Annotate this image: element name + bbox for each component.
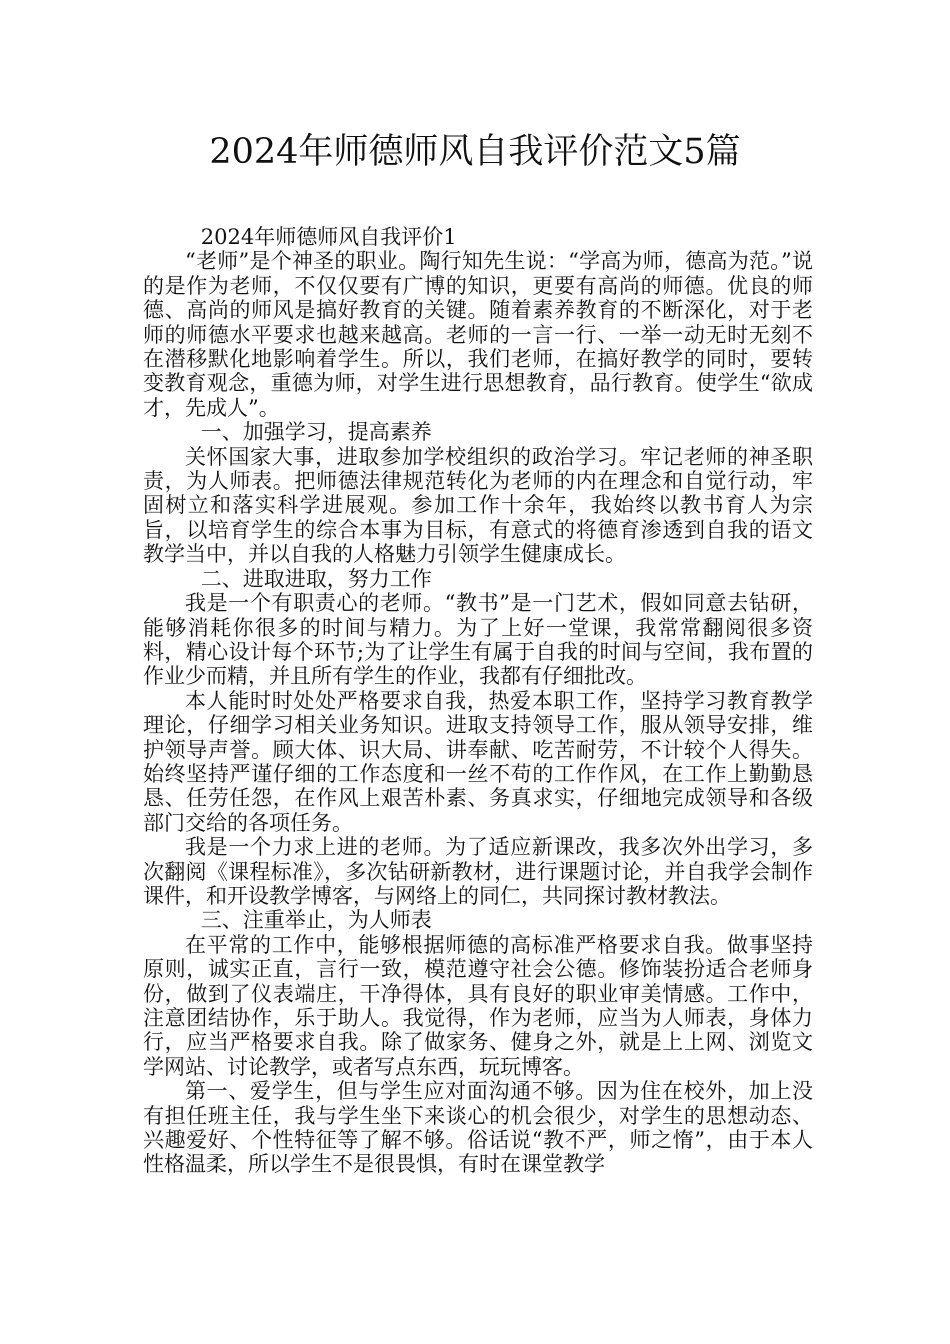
section-heading: 三、注重举止，为人师表: [200, 908, 432, 933]
paragraph: 我是一个力求上进的老师。为了适应新课改，我多次外出学习，多次翻阅《课程标准》，多次钻研新教材，进行课题讨论，并自我学会制作课件，和开设教学博客，与网络上的同仁，共同探讨教材教法。: [143, 835, 813, 908]
document-body: [143, 225, 813, 1177]
section-heading: 一、加强学习，提高素养: [200, 420, 432, 445]
document-title: 2024年师德师风自我评价范文5篇: [209, 132, 741, 172]
paragraph: 我是一个有职责心的老师。“教书”是一门艺术，假如同意去钻研，能够消耗你很多的时间与精力。为了上好一堂课，我常常翻阅很多资料，精心设计每个环节;为了让学生有属于自我的时间与空间，我布置的作业少而精，并且所有学生的作业，我都有仔细批改。: [143, 591, 813, 689]
paragraph: 关怀国家大事，进取参加学校组织的政治学习。牢记老师的神圣职责，为人师表。把师德法律规范转化为老师的内在理念和自觉行动，牢固树立和落实科学进展观。参加工作十余年，我始终以教书育人为宗旨，以培育学生的综合本事为目标，有意式的将德育渗透到自我的语文教学当中，并以自我的人格魅力引领学生健康成长。: [143, 444, 813, 567]
section-heading: 2024年师德师风自我评价1: [200, 225, 457, 249]
paragraph: “老师”是个神圣的职业。陶行知先生说：“学高为师，德高为范。”说的是作为老师，不仅仅要有广博的知识，更要有高尚的师德。优良的师德、高尚的师风是搞好教育的关键。随着素养教育的不断深化，对于老师的师德水平要求也越来越高。老师的一言一行、一举一动无时无刻不在潜移默化地影响着学生。所以，我们老师，在搞好教学的同时，要转变教育观念，重德为师，对学生进行思想教育，品行教育。使学生“欲成才，先成人”。: [143, 249, 813, 420]
section-heading: 二、进取进取，努力工作: [200, 566, 432, 591]
paragraph: 在平常的工作中，能够根据师德的高标准严格要求自我。做事坚持原则，诚实正直，言行一致，模范遵守社会公德。修饰装扮适合老师身份，做到了仪表端庄，干净得体，具有良好的职业审美情感。工作中，注意团结协作，乐于助人。我觉得，作为老师，应当为人师表，身体力行，应当严格要求自我。除了做家务、健身之外，就是上上网、浏览文学网站、讨论教学，或者写点东西，玩玩博客。: [143, 932, 813, 1079]
paragraph: 第一、爱学生，但与学生应对面沟通不够。因为住在校外，加上没有担任班主任，我与学生坐下来谈心的机会很少，对学生的思想动态、兴趣爱好、个性特征等了解不够。俗话说“教不严，师之惰”，由于本人性格温柔，所以学生不是很畏惧，有时在课堂教学: [143, 1079, 813, 1177]
paragraph: 本人能时时处处严格要求自我，热爱本职工作，坚持学习教育教学理论，仔细学习相关业务知识。进取支持领导工作，服从领导安排，维护领导声誉。顾大体、识大局、讲奉献、吃苦耐劳，不计较个人得失。始终坚持严谨仔细的工作态度和一丝不苟的工作作风，在工作上勤勤恳恳、任劳任怨，在作风上艰苦朴素、务真求实，仔细地完成领导和各级部门交给的各项任务。: [143, 688, 813, 835]
